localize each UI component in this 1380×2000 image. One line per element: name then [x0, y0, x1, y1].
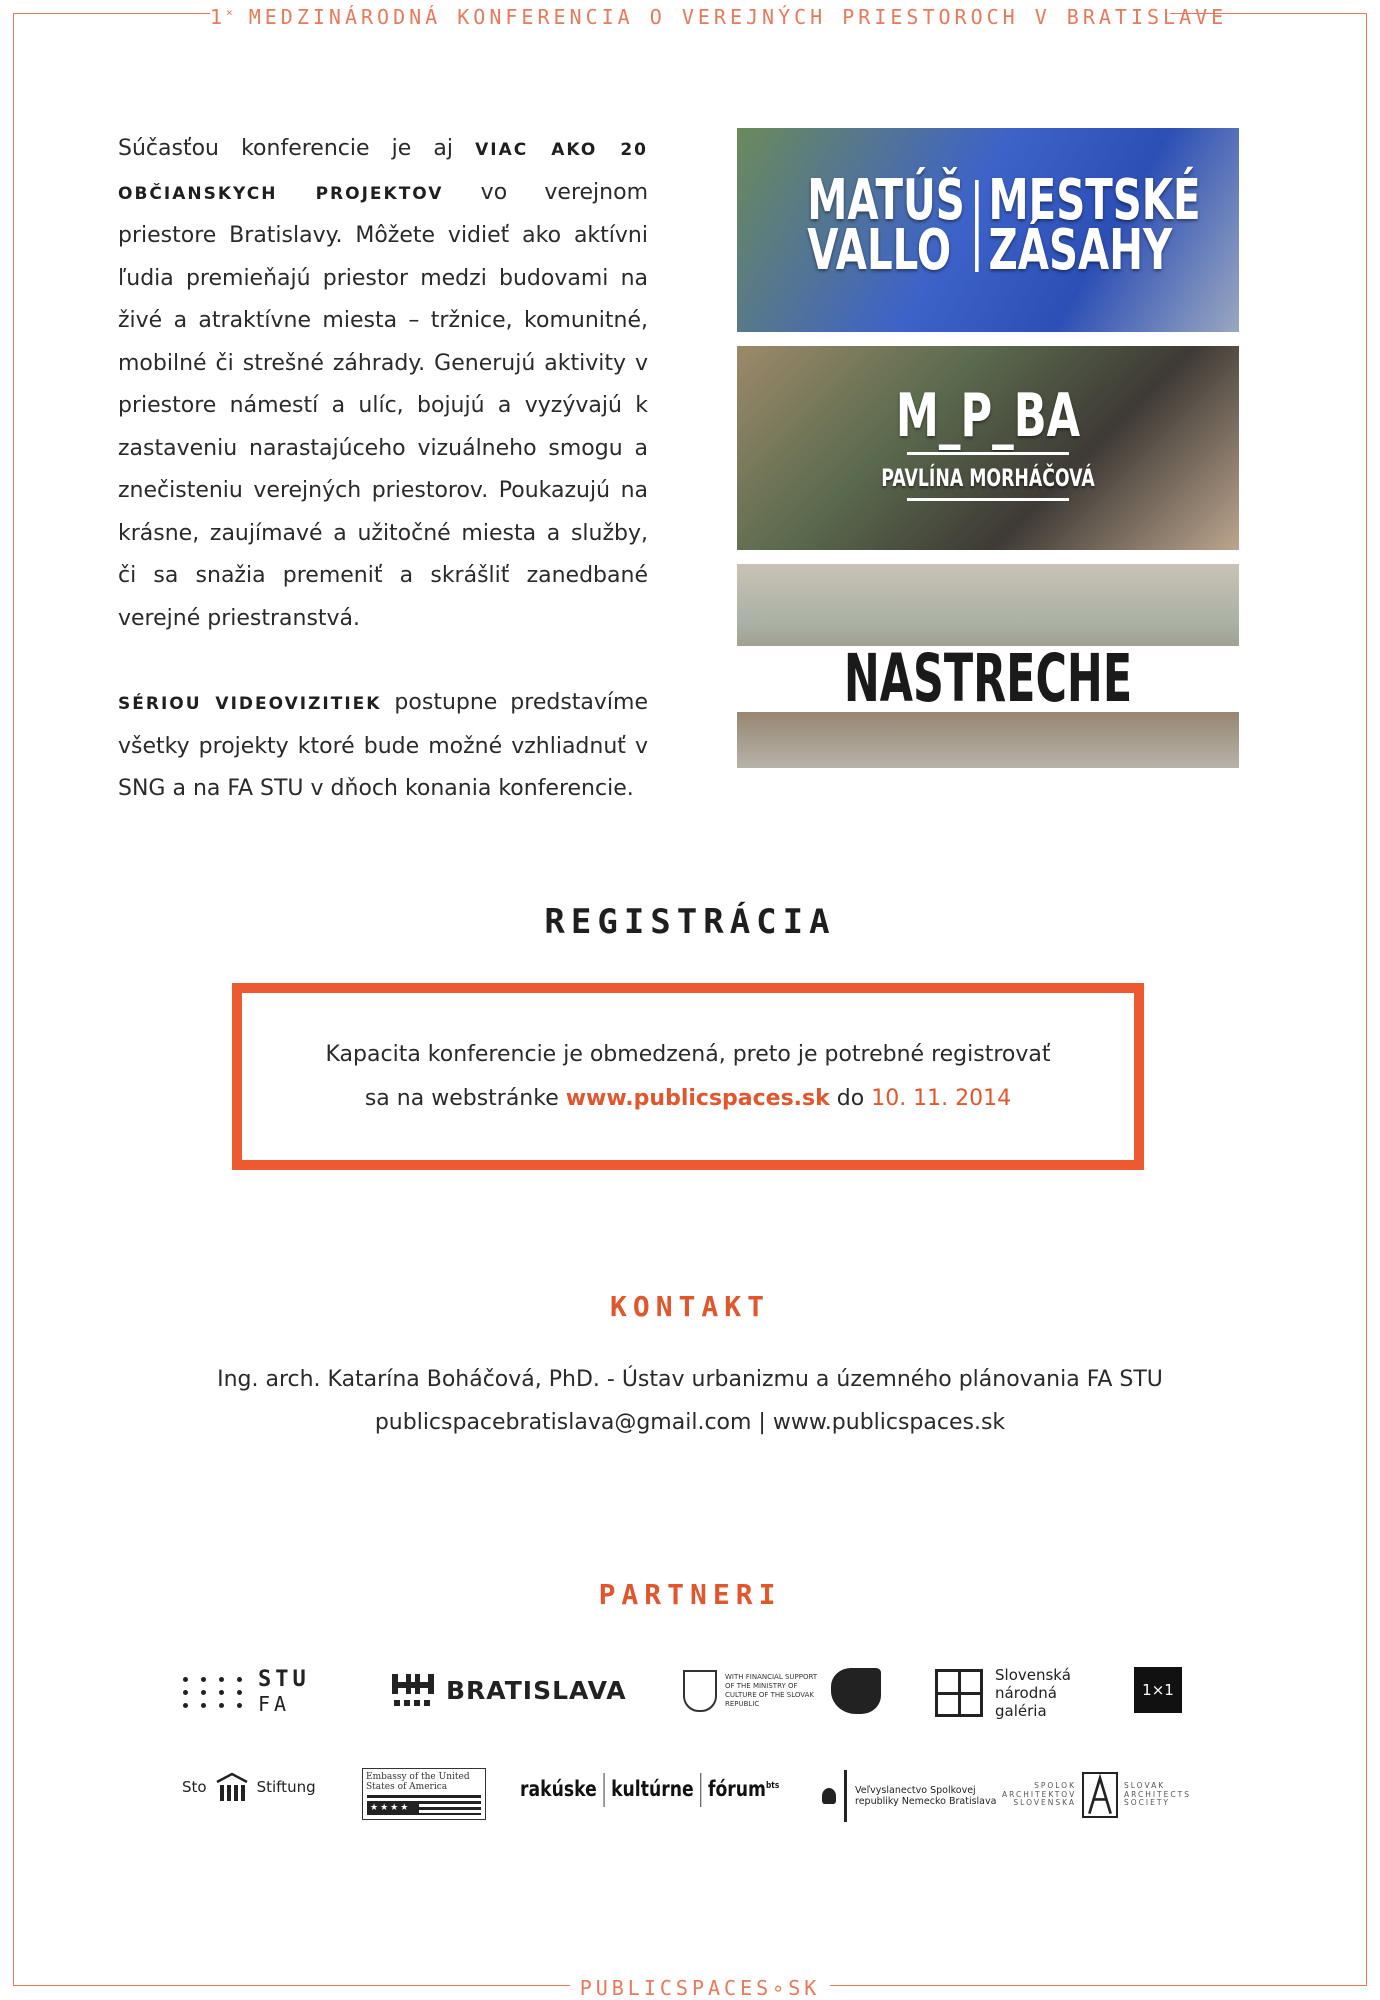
page-footer — [570, 1973, 830, 2000]
video-2-title: M_P_BA — [895, 381, 1081, 451]
german-flag-bar-icon — [844, 1770, 847, 1822]
contact-email-web[interactable]: publicspacebratislava@gmail.com | www.publicspaces.sk — [374, 1410, 1006, 1435]
logo-bratislava[interactable]: BRATISLAVA — [390, 1670, 627, 1710]
registration-link[interactable]: www.publicspaces.sk — [565, 1086, 830, 1111]
logo-slovak-architects-society[interactable]: SPOLOK ARCHITEKTOV SLOVENSKA SLOVAK ARCHITECTS SOCIETY — [1002, 1772, 1198, 1818]
contact-person: Ing. arch. Katarína Boháčová, PhD. - Ústav urbanizmu a územného plánovania FA STU — [217, 1367, 1163, 1392]
slovak-crest-icon — [683, 1670, 717, 1712]
video-thumbnail-nastreche[interactable] — [737, 564, 1239, 768]
german-eagle-icon — [822, 1788, 836, 1804]
video-3-title: NASTRECHE — [843, 640, 1133, 717]
video-2-rule-top — [907, 452, 1069, 455]
registration-text: Kapacita konferencie je obmedzená, preto je potrebné registrovať sa na webstránke www.publicspaces.sk do 10. 11. 2014 — [325, 1042, 1051, 1111]
contact-title: KONTAKT — [609, 1290, 770, 1323]
video-thumbnail-matus-vallo[interactable] — [737, 128, 1239, 332]
logo-german-embassy[interactable]: Veľvyslanectvo Spolkovej republiky Nemecko Bratislava — [822, 1770, 1005, 1822]
video-1-title: MATÚŠ VALLO MESTSKÉ ZÁSAHY — [807, 168, 1201, 283]
logo-sto-stiftung[interactable]: Sto Stiftung — [182, 1772, 316, 1802]
video-thumbnail-m-p-ba[interactable] — [737, 346, 1239, 550]
sng-mark-icon — [935, 1669, 983, 1717]
bratislava-castle-icon — [390, 1670, 436, 1710]
logo-us-embassy[interactable]: Embassy of the United States of America ★★★★ — [362, 1768, 486, 1820]
page-header — [210, 0, 1228, 29]
footer-site-name[interactable]: PUBLICSPACES∘SK — [579, 1976, 821, 2000]
intro-paragraph-1: Súčasťou konferencie je aj VIAC AKO 20 OBČIANSKYCH PROJEKTOV vo verejnom priestore Bratislavy. Môžete vidieť ako aktívni ľudia premieňajú priestor medzi budovami na živé a atraktívne miesta – tržnice, komunitné, mobilné či strešné záhrady. Generujú aktivity v priestore námestí a ulíc, bojujú a vyzývajú k zastaveniu narastajúceho vizuálneho smogu a znečisteniu verejných priestorov. Poukazujú na krásne, zaujímavé a užitočné miesta a služby, či sa snažia premeniť a skrášliť zanedbané verejné priestranstvá. — [118, 136, 648, 631]
logo-rakuske-kulturne-forum[interactable]: rakúske kultúrne fórum$^{bts}$ — [520, 1773, 836, 1807]
registration-title: REGISTRÁCIA — [544, 902, 836, 942]
logo-1x1[interactable]: 1×1 — [1134, 1667, 1182, 1713]
registration-box — [232, 983, 1144, 1170]
contact-text — [0, 1358, 1380, 1444]
head-profile-icon — [831, 1668, 881, 1714]
intro-paragraph-2: SÉRIOU VIDEOVIZITIEK postupne predstavíme všetky projekty ktoré bude možné vzhliadnuť v SNG a na FA STU v dňoch konania konferencie. — [118, 690, 648, 801]
sto-building-icon — [215, 1772, 249, 1802]
partners-title: PARTNERI — [598, 1578, 782, 1611]
sas-letter-a-icon — [1082, 1772, 1118, 1818]
logo-stu-fa[interactable]: STU FA — [183, 1668, 310, 1716]
logo-ministry-of-culture[interactable]: WITH FINANCIAL SUPPORT OF THE MINISTRY OF CULTURE OF THE SLOVAK REPUBLIC — [683, 1668, 881, 1714]
logo-sng[interactable]: Slovenská národná galéria — [935, 1666, 1071, 1720]
registration-date: 10. 11. 2014 — [871, 1086, 1012, 1111]
stu-dots-icon — [183, 1677, 244, 1708]
header-title: 1× MEDZINÁRODNÁ KONFERENCIA O VEREJNÝCH PRIESTOROCH V BRATISLAVE — [210, 5, 1228, 29]
video-2-subtitle: PAVLÍNA MORHÁČOVÁ — [881, 464, 1095, 492]
intro-text — [118, 128, 648, 811]
video-2-rule-bottom — [907, 498, 1069, 501]
